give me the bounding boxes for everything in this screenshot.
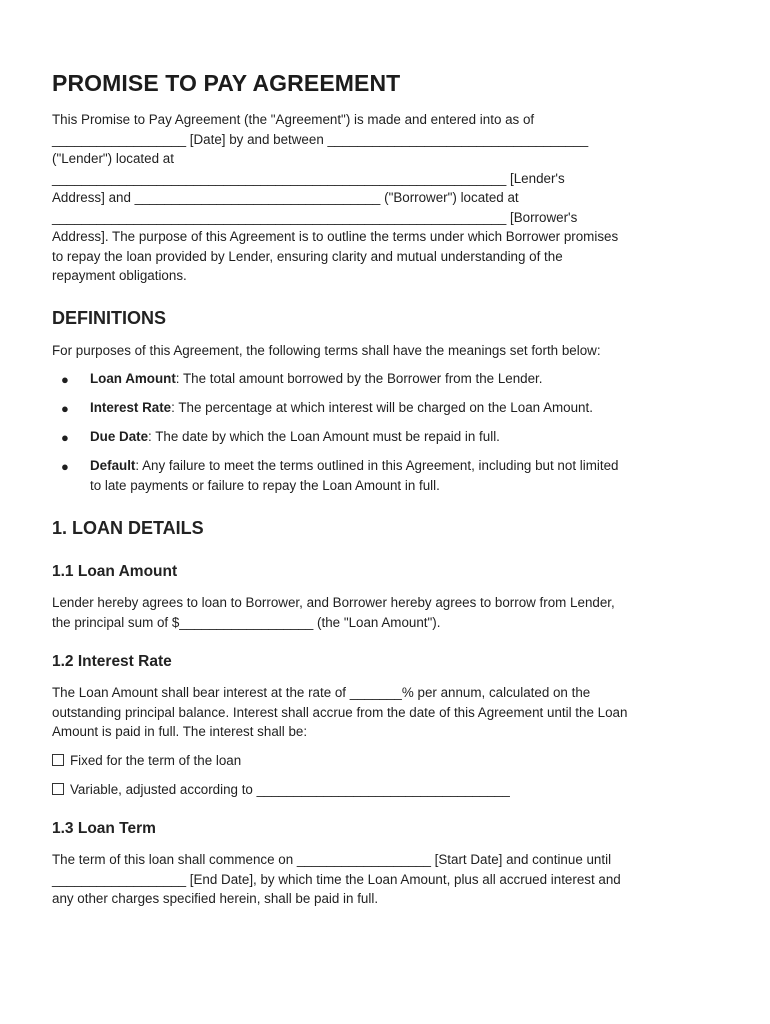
loan-term-paragraph bbox=[52, 850, 724, 909]
paragraph-line: The term of this loan shall commence on __________________ [Start Date] and continue until bbox=[52, 852, 612, 867]
definitions-list bbox=[52, 369, 724, 495]
intro-line: _____________________________________________________________ [Borrower's bbox=[52, 209, 578, 225]
loan-amount-heading: 1.1 Loan Amount bbox=[52, 563, 178, 580]
variable-rate-option bbox=[52, 780, 724, 800]
definition-text: : The total amount borrowed by the Borrower from the Lender. bbox=[175, 371, 543, 386]
fixed-rate-option bbox=[52, 751, 724, 771]
definition-term: Due Date bbox=[90, 429, 149, 444]
interest-rate-paragraph bbox=[52, 683, 724, 742]
intro-line: _____________________________________________________________ [Lender's bbox=[52, 170, 565, 186]
bullet-icon: ● bbox=[61, 459, 69, 474]
intro-line: This Promise to Pay Agreement (the "Agreement") is made and entered into as of bbox=[52, 112, 535, 127]
intro-paragraph bbox=[52, 110, 724, 286]
paragraph-line: Amount is paid in full. The interest shall be: bbox=[52, 724, 308, 739]
loan-amount-paragraph bbox=[52, 593, 724, 632]
definitions-lead: For purposes of this Agreement, the following terms shall have the meanings set forth below: bbox=[52, 342, 601, 358]
definition-term: Loan Amount bbox=[90, 371, 176, 386]
definition-term: Interest Rate bbox=[90, 400, 172, 415]
document-title: PROMISE TO PAY AGREEMENT bbox=[52, 70, 401, 96]
checkbox-icon[interactable] bbox=[52, 754, 64, 766]
paragraph-line: The Loan Amount shall bear interest at the rate of _______% per annum, calculated on the bbox=[52, 685, 591, 700]
list-item bbox=[52, 398, 724, 418]
definitions-heading: DEFINITIONS bbox=[52, 307, 167, 328]
bullet-icon: ● bbox=[61, 430, 69, 445]
definition-text: to late payments or failure to repay the Loan Amount in full. bbox=[90, 477, 440, 493]
paragraph-line: __________________ [End Date], by which time the Loan Amount, plus all accrued interest and bbox=[52, 871, 621, 887]
paragraph-line: Lender hereby agrees to loan to Borrower, and Borrower hereby agrees to borrow from Lender, bbox=[52, 595, 615, 610]
bullet-icon: ● bbox=[61, 401, 69, 416]
loan-details-heading: 1. LOAN DETAILS bbox=[52, 518, 204, 538]
definition-term: Default bbox=[90, 458, 136, 473]
interest-rate-heading: 1.2 Interest Rate bbox=[52, 653, 172, 670]
intro-line: to repay the loan provided by Lender, ensuring clarity and mutual understanding of the bbox=[52, 248, 563, 264]
variable-rate-label: Variable, adjusted according to __________________________________ bbox=[70, 781, 510, 797]
list-item bbox=[52, 369, 724, 389]
paragraph-line: the principal sum of $__________________ (the "Loan Amount"). bbox=[52, 614, 441, 630]
list-item bbox=[52, 456, 724, 495]
paragraph-line: any other charges specified herein, shall be paid in full. bbox=[52, 891, 379, 906]
intro-line: Address] and _________________________________ ("Borrower") located at bbox=[52, 190, 519, 205]
definition-text: : The date by which the Loan Amount must be repaid in full. bbox=[148, 429, 500, 444]
bullet-icon: ● bbox=[61, 372, 69, 387]
intro-line: ("Lender") located at bbox=[52, 151, 174, 166]
paragraph-line: outstanding principal balance. Interest shall accrue from the date of this Agreement until the Loan bbox=[52, 704, 628, 720]
definition-text: : Any failure to meet the terms outlined in this Agreement, including but not limited bbox=[135, 458, 619, 473]
loan-term-heading: 1.3 Loan Term bbox=[52, 820, 156, 837]
fixed-rate-label: Fixed for the term of the loan bbox=[70, 752, 242, 768]
definition-text: : The percentage at which interest will be charged on the Loan Amount. bbox=[171, 400, 593, 415]
checkbox-icon[interactable] bbox=[52, 783, 64, 795]
document-body bbox=[52, 70, 724, 909]
intro-line: repayment obligations. bbox=[52, 268, 187, 283]
list-item bbox=[52, 427, 724, 447]
intro-line: __________________ [Date] by and between ___________________________________ bbox=[52, 131, 589, 147]
intro-line: Address]. The purpose of this Agreement is to outline the terms under which Borrower promises bbox=[52, 229, 619, 244]
